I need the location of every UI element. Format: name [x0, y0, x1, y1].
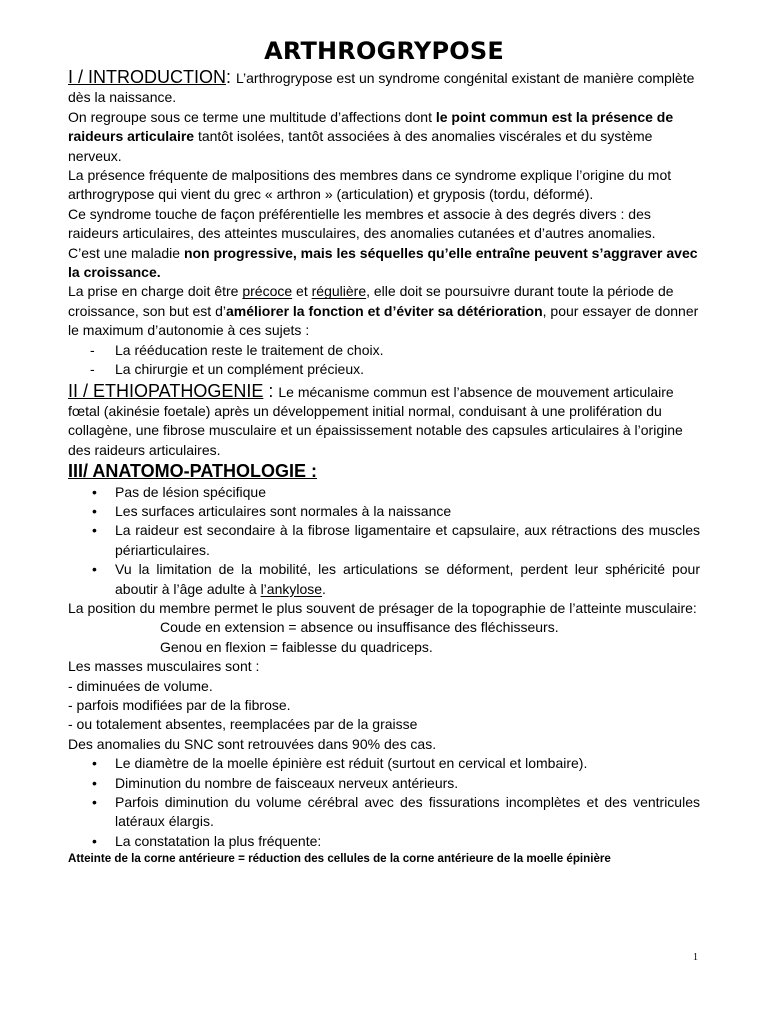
genou-line: Genou en flexion = faiblesse du quadriceps.	[160, 638, 433, 655]
etio-paragraph	[68, 382, 700, 461]
anatomo-bullet-list	[68, 483, 700, 599]
intro-p6-a: La prise en charge doit être	[68, 283, 243, 300]
position-paragraph: La position du membre permet le plus souvent de présager de la topographie de l’atteinte musculaire:	[68, 599, 697, 616]
intro-p6-b: et	[292, 283, 312, 300]
list-item	[90, 560, 700, 599]
masses-intro: Les masses musculaires sont :	[68, 658, 260, 675]
list-item: - La rééducation reste le traitement de choix.	[90, 341, 700, 360]
intro-p6-bold: améliorer la fonction et d’éviter sa détérioration	[225, 302, 543, 319]
intro-paragraph-6	[68, 282, 700, 340]
list-item: • Les surfaces articulaires sont normales à la naissance	[90, 502, 700, 521]
list-item: • La raideur est secondaire à la fibrose ligamentaire et capsulaire, aux rétractions des muscles périarticulaires.	[90, 521, 700, 560]
list-item: • La constatation la plus fréquente:	[90, 832, 700, 851]
intro-treatment-list	[68, 341, 700, 380]
intro-p5-a: C’est une maladie	[68, 244, 184, 261]
snc-bullet-list	[68, 754, 700, 851]
intro-p5-bold: non progressive, mais les séquelles qu’elle entraîne peuvent s’aggraver avec la croissance.	[68, 244, 698, 281]
intro-paragraph-3: La présence fréquente de malpositions des membres dans ce syndrome explique l’origine du mot arthrogrypose qui vient du grec « arthron » (articulation) et gryposis (tordu, déformé).	[68, 167, 672, 203]
coude-line: Coude en extension = absence ou insuffisance des fléchisseurs.	[160, 619, 559, 636]
masses-item: - diminuées de volume.	[68, 677, 213, 694]
page-number: 1	[693, 952, 698, 963]
bullet4-underline: l’ankylose	[260, 580, 323, 597]
etio-text: Le mécanisme commun est l’absence de mouvement articulaire fœtal (akinésie foetale) après un développement initial normal, conduisant à une prolifération du collagène, une fibrose musculaire et un épaississement notable des capsules articulaires à l’origine des raideurs articulaires.	[68, 383, 683, 458]
etio-heading: II / ETHIOPATHOGENIE	[68, 380, 264, 401]
intro-heading: I / INTRODUCTION	[68, 67, 226, 87]
list-item: • Diminution du nombre de faisceaux nerveux antérieurs.	[90, 774, 700, 793]
intro-p6-underline-2: régulière	[311, 283, 367, 300]
list-item: • Parfois diminution du volume cérébral avec des fissurations incomplètes et des ventricules latéraux élargis.	[90, 793, 700, 832]
document-page	[68, 36, 700, 867]
intro-paragraph-4: Ce syndrome touche de façon préférentielle les membres et associe à des degrés divers : des raideurs articulaires, des atteintes musculaires, des anomalies cutanées et d’autres anomalies.	[68, 205, 656, 242]
intro-p6-c: , elle doit se poursuivre durant toute la période de croissance, son but est d’	[68, 283, 674, 319]
bullet4-text: Vu la limitation de la mobilité, les articulations se déforment, perdent leur sphéricité pour aboutir à l’âge adulte à	[115, 561, 700, 597]
list-item: • Pas de lésion spécifique	[90, 483, 700, 502]
bullet4-end: .	[322, 580, 326, 597]
intro-paragraph-1	[68, 68, 700, 108]
intro-p6-underline-1: précoce	[242, 283, 293, 300]
masses-item: - ou totalement absentes, reemplacées par de la graisse	[68, 716, 418, 733]
etio-heading-sep: :	[263, 380, 279, 401]
intro-paragraph-2	[68, 108, 700, 166]
intro-paragraph-5	[68, 244, 700, 283]
intro-heading-sep: :	[226, 67, 237, 87]
intro-p2-c: tantôt isolées, tantôt associées à des anomalies viscérales et du système nerveux.	[68, 128, 653, 164]
conclusion-line: Atteinte de la corne antérieure = réduction des cellules de la corne antérieure de la moelle épinière	[68, 852, 611, 866]
intro-p2-a: On regroupe sous ce terme une multitude d’affections dont	[68, 108, 436, 125]
intro-p2-bold: le point commun est la présence de raideurs articulaire	[68, 108, 674, 145]
list-item: • Le diamètre de la moelle épinière est réduit (surtout en cervical et lombaire).	[90, 754, 700, 773]
masses-item: - parfois modifiées par de la fibrose.	[68, 697, 291, 713]
intro-text-1: L’arthrogrypose est un syndrome congénital existant de manière complète dès la naissance.	[68, 70, 695, 106]
intro-p6-d: , pour essayer de donner le maximum d’autonomie à ces sujets :	[68, 302, 699, 339]
snc-paragraph: Des anomalies du SNC sont retrouvées dans 90% des cas.	[68, 735, 437, 752]
document-title: ARTHROGRYPOSE	[264, 37, 504, 65]
list-item: - La chirurgie et un complément précieux.	[90, 360, 700, 379]
anatomo-heading: III/ ANATOMO-PATHOLOGIE :	[68, 461, 317, 482]
anatomo-heading-line	[68, 462, 700, 482]
